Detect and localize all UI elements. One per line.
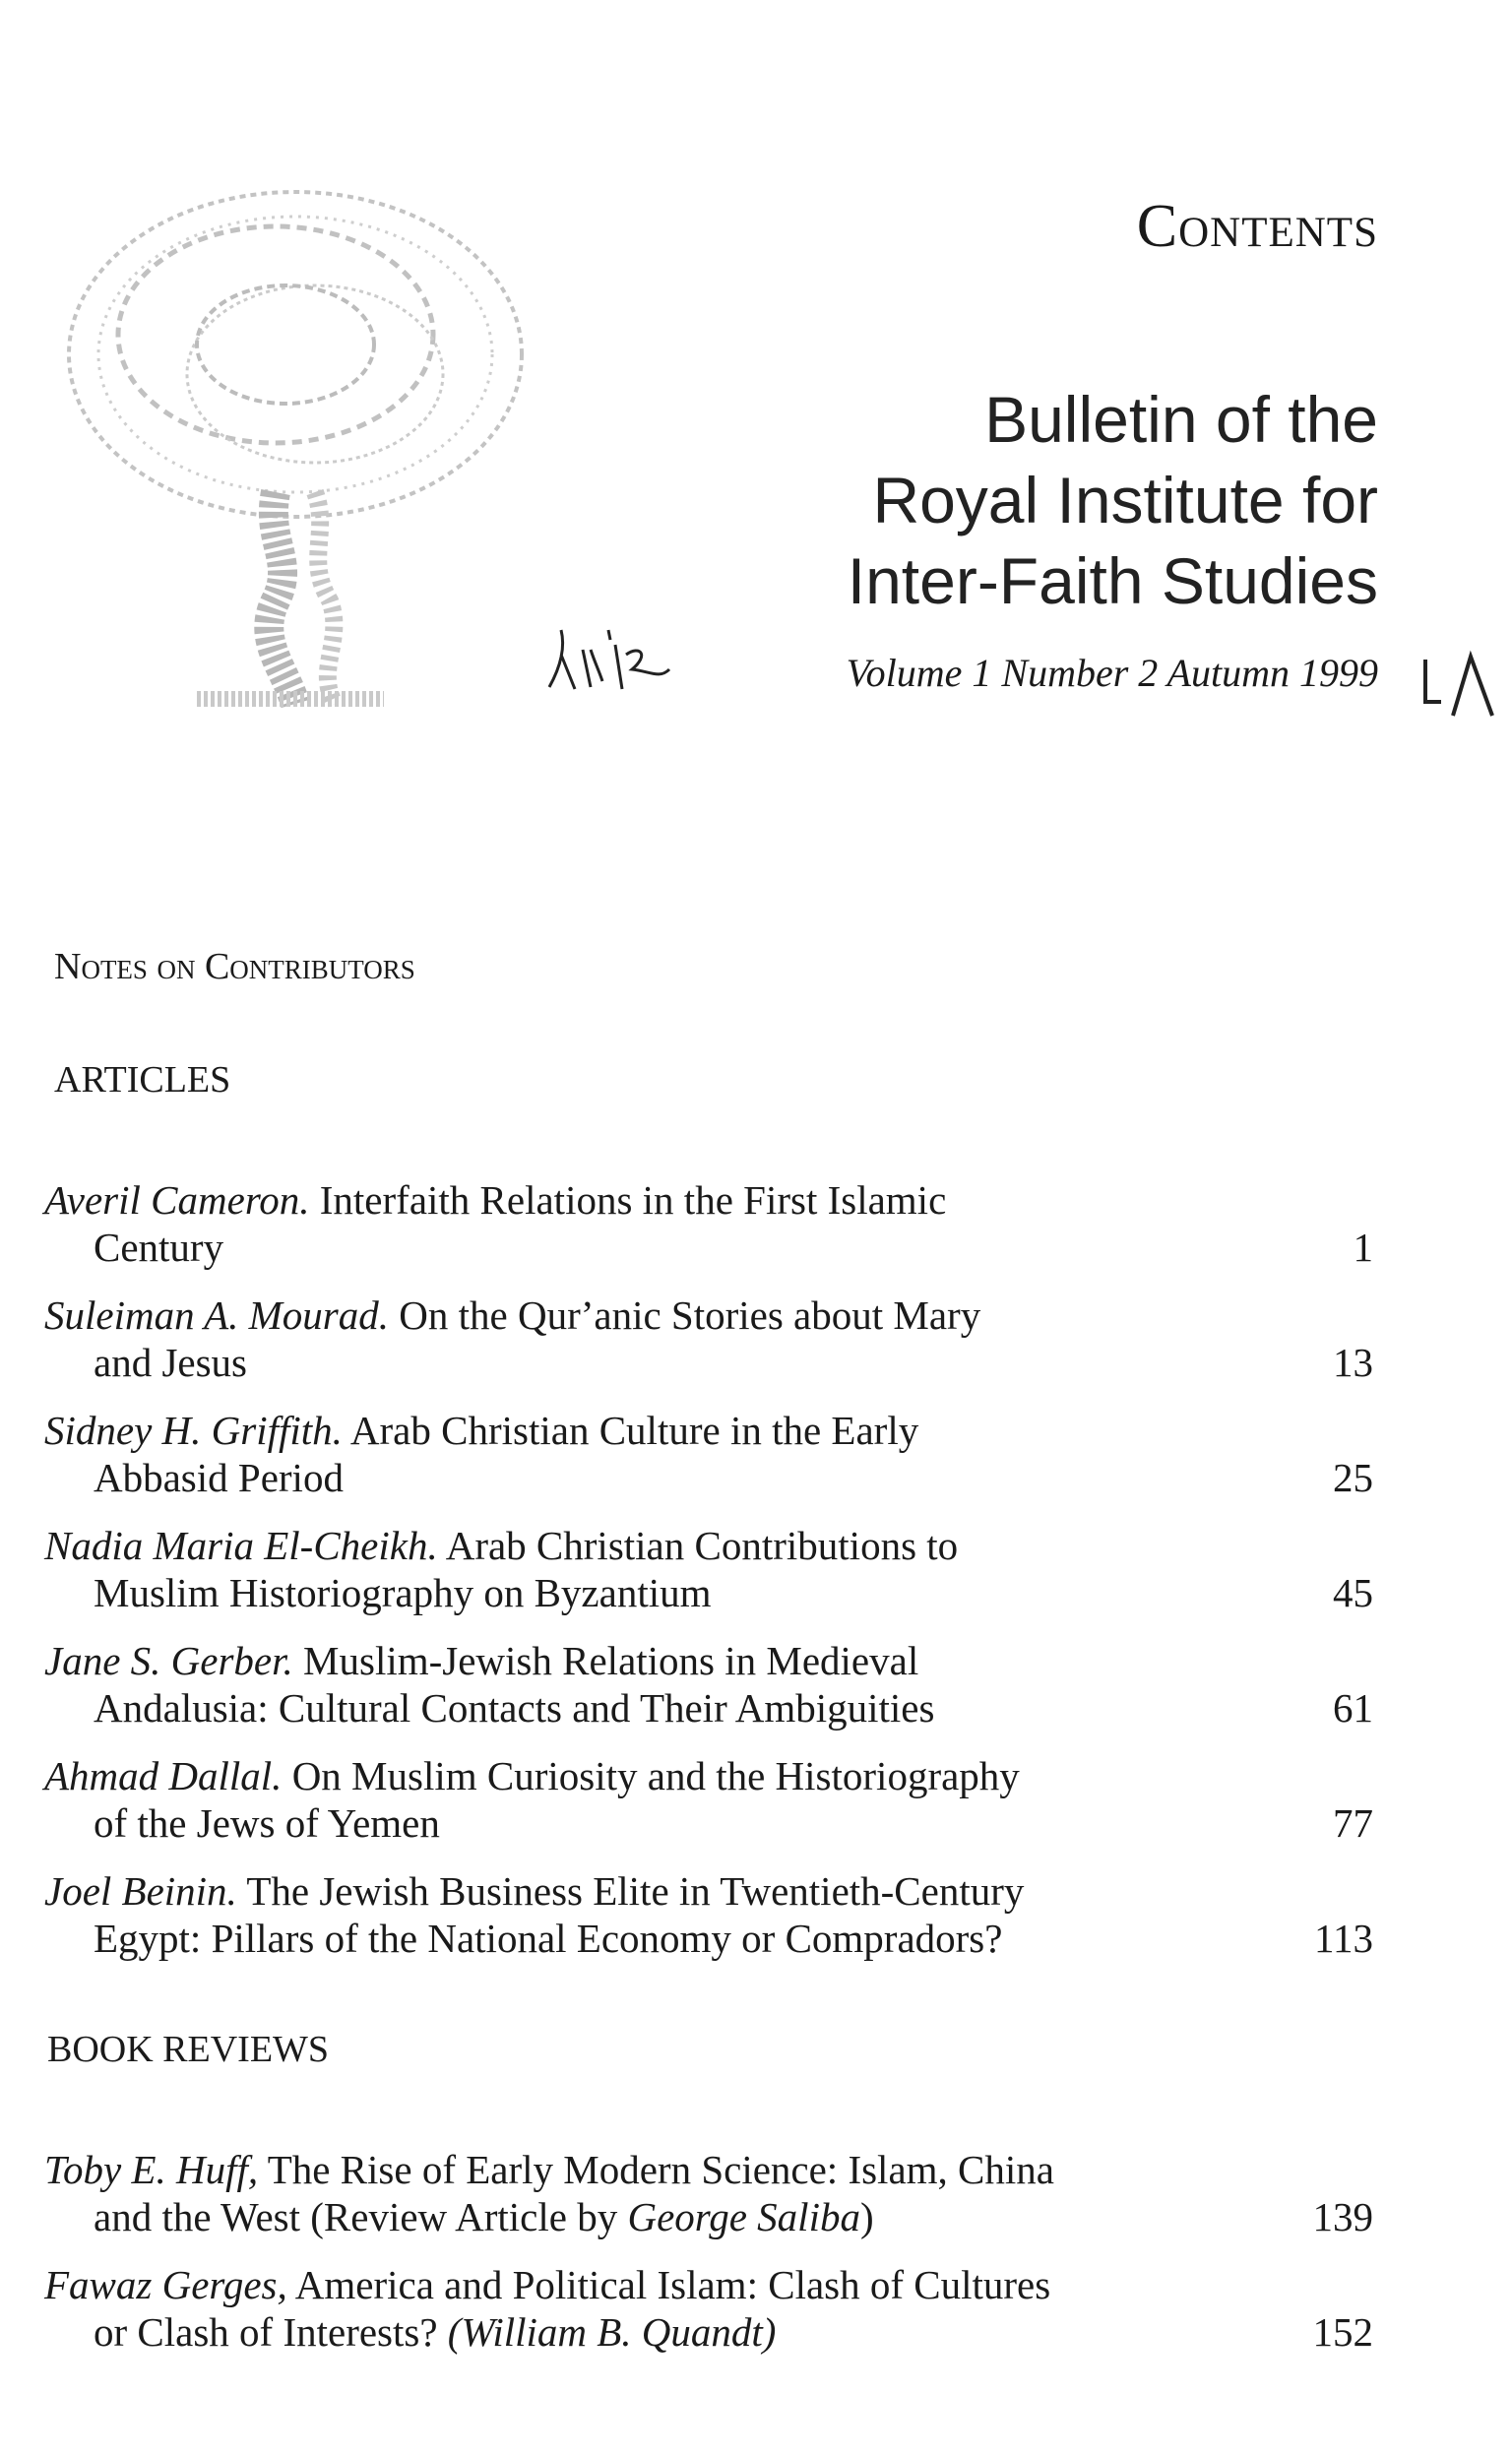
book-reviews-heading: BOOK REVIEWS	[47, 2029, 330, 2070]
page-number: 139	[1312, 2194, 1373, 2239]
handwritten-mark-icon	[1418, 645, 1506, 724]
reviewer-name: (William B. Quandt)	[447, 2309, 777, 2355]
page-number: 113	[1314, 1916, 1373, 1961]
page-number: 45	[1333, 1570, 1373, 1615]
article-title: On the Qurʼanic Stories about Mary	[399, 1292, 981, 1338]
article-title: Arab Christian Culture in the Early	[349, 1408, 919, 1453]
journal-title-line: Inter-Faith Studies	[847, 544, 1378, 617]
page-number: 1	[1353, 1225, 1373, 1270]
review-author: Toby E. Huff,	[44, 2147, 259, 2192]
review-title: America and Political Islam: Clash of Cultures	[294, 2262, 1051, 2307]
article-entry	[44, 1637, 1373, 1732]
article-author: Joel Beinin.	[44, 1868, 237, 1914]
journal-title-line: Bulletin of the	[984, 383, 1378, 456]
notes-on-contributors: Notes on Contributors	[54, 946, 415, 987]
article-title: The Jewish Business Elite in Twentieth-Century	[246, 1868, 1025, 1914]
page-number: 61	[1333, 1685, 1373, 1731]
reviewer-name: George Saliba	[627, 2194, 860, 2239]
article-title-cont: Abbasid Period	[94, 1455, 344, 1500]
page-number: 13	[1333, 1340, 1373, 1385]
handwritten-mark-icon	[541, 610, 689, 709]
article-author: Averil Cameron.	[44, 1177, 310, 1223]
article-entry	[44, 1752, 1373, 1847]
article-author: Ahmad Dallal.	[44, 1753, 283, 1798]
review-title-cont: and the West (Review Article by	[94, 2194, 628, 2239]
article-author: Suleiman A. Mourad.	[44, 1292, 390, 1338]
article-title-cont: and Jesus	[94, 1340, 248, 1385]
article-title: Muslim-Jewish Relations in Medieval	[303, 1638, 919, 1683]
tree-logo-icon	[49, 167, 541, 719]
page-number: 25	[1333, 1455, 1373, 1500]
article-entry	[44, 1407, 1373, 1501]
review-entry	[44, 2261, 1373, 2356]
article-author: Nadia Maria El-Cheikh.	[44, 1523, 438, 1568]
review-title-end: )	[859, 2194, 874, 2239]
articles-heading: ARTICLES	[54, 1059, 231, 1101]
article-entry	[44, 1867, 1373, 1962]
article-title-cont: Egypt: Pillars of the National Economy or Compradors?	[94, 1916, 1003, 1961]
contents-heading: Contents	[1136, 193, 1378, 260]
review-title-cont: or Clash of Interests?	[94, 2309, 448, 2355]
review-author: Fawaz Gerges,	[44, 2262, 287, 2307]
journal-title-line: Royal Institute for	[872, 464, 1378, 536]
article-entry	[44, 1291, 1373, 1386]
article-title: Arab Christian Contributions to	[445, 1523, 959, 1568]
review-title: The Rise of Early Modern Science: Islam, China	[267, 2147, 1054, 2192]
article-title-cont: Muslim Historiography on Byzantium	[94, 1570, 712, 1615]
page-number: 152	[1312, 2309, 1373, 2355]
article-author: Jane S. Gerber.	[44, 1638, 293, 1683]
volume-info: Volume 1 Number 2 Autumn 1999	[846, 651, 1378, 695]
review-entry	[44, 2146, 1373, 2240]
article-title-cont: Andalusia: Cultural Contacts and Their Ambiguities	[94, 1685, 935, 1731]
article-title: On Muslim Curiosity and the Historiography	[291, 1753, 1020, 1798]
article-title: Interfaith Relations in the First Islamic	[319, 1177, 947, 1223]
article-title-cont: of the Jews of Yemen	[94, 1800, 440, 1846]
journal-title	[848, 379, 1378, 621]
page-number: 77	[1333, 1800, 1373, 1846]
article-author: Sidney H. Griffith.	[44, 1408, 343, 1453]
article-entry	[44, 1522, 1373, 1616]
article-title-cont: Century	[94, 1225, 224, 1270]
article-entry	[44, 1176, 1373, 1271]
